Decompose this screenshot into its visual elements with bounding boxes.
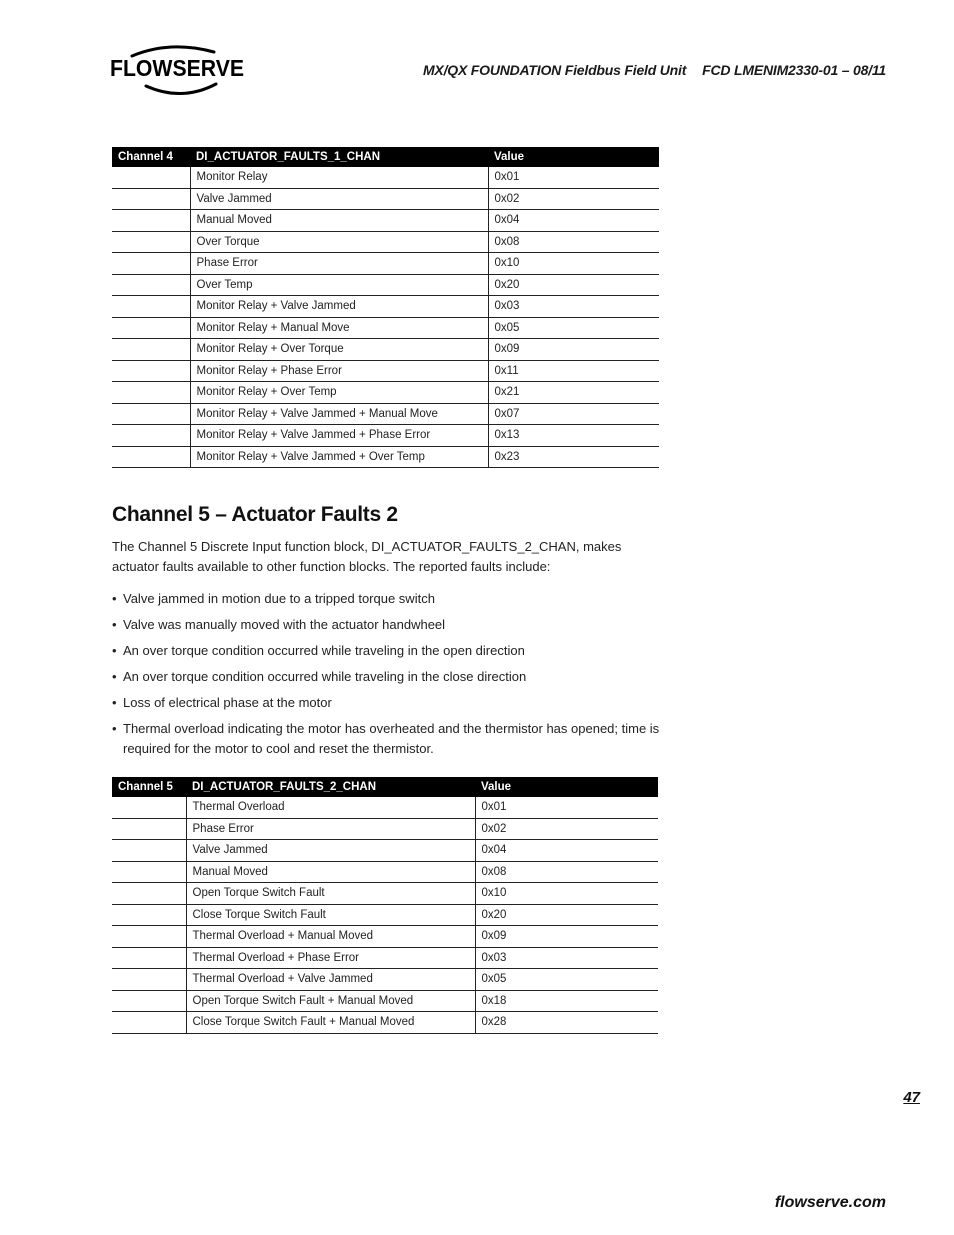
fault-name-cell: Monitor Relay + Phase Error [190,360,488,382]
value-cell: 0x04 [488,210,659,232]
table-row [112,904,658,926]
channel-cell [112,210,190,232]
fault-name-cell: Monitor Relay + Valve Jammed + Phase Error [190,425,488,447]
fault-name-cell: Thermal Overload [186,797,475,818]
fault-name-cell: Phase Error [190,253,488,275]
table-row [112,253,659,275]
value-cell: 0x20 [488,274,659,296]
channel-cell [112,274,190,296]
channel-cell [112,797,186,818]
channel-cell [112,446,190,468]
value-cell: 0x11 [488,360,659,382]
channel-cell [112,188,190,210]
channel-cell [112,296,190,318]
value-cell: 0x20 [475,904,658,926]
fault-name-cell: Open Torque Switch Fault + Manual Moved [186,990,475,1012]
value-cell: 0x05 [475,969,658,991]
channel-cell [112,167,190,188]
list-item-text: An over torque condition occurred while traveling in the close direction [123,669,527,684]
page-number: 47 [903,1089,920,1106]
fault-name-cell: Monitor Relay + Valve Jammed + Manual Move [190,403,488,425]
list-item-text: Loss of electrical phase at the motor [123,695,332,710]
value-cell: 0x01 [488,167,659,188]
channel-cell [112,969,186,991]
value-cell: 0x01 [475,797,658,818]
column-header: Value [475,777,658,797]
table-row [112,231,659,253]
channel-cell [112,1012,186,1034]
fault-name-cell: Manual Moved [190,210,488,232]
channel-cell [112,317,190,339]
bullet-icon: • [112,617,117,632]
table-header-row [112,777,658,797]
value-cell: 0x08 [475,861,658,883]
table-row [112,969,658,991]
list-item-text: An over torque condition occurred while traveling in the open direction [123,643,525,658]
table-header-row [112,147,659,167]
value-cell: 0x09 [488,339,659,361]
channel-cell [112,360,190,382]
table-row [112,840,658,862]
fault-name-cell: Monitor Relay + Valve Jammed + Over Temp [190,446,488,468]
channel-cell [112,382,190,404]
list-item-text: Thermal overload indicating the motor has overheated and the thermistor has opened; time is required for the motor to cool and reset the thermistor. [123,721,660,756]
bullet-icon: • [112,591,117,606]
column-header: Value [488,147,659,167]
fault-name-cell: Close Torque Switch Fault + Manual Moved [186,1012,475,1034]
value-cell: 0x07 [488,403,659,425]
fault-name-cell: Monitor Relay [190,167,488,188]
fault-list [112,589,668,765]
bullet-icon: • [112,643,117,658]
table-row [112,296,659,318]
list-item [112,615,668,635]
table-row [112,274,659,296]
fault-name-cell: Valve Jammed [190,188,488,210]
table-row [112,167,659,188]
fault-name-cell: Over Temp [190,274,488,296]
table-row [112,926,658,948]
channel-4-table [112,147,659,468]
fault-name-cell: Monitor Relay + Over Torque [190,339,488,361]
fault-name-cell: Phase Error [186,818,475,840]
list-item-text: Valve was manually moved with the actuator handwheel [123,617,446,632]
fault-name-cell: Over Torque [190,231,488,253]
fault-name-cell: Close Torque Switch Fault [186,904,475,926]
header-product: MX/QX FOUNDATION Fieldbus Field Unit [422,62,687,78]
column-header: DI_ACTUATOR_FAULTS_1_CHAN [190,147,488,167]
list-item [112,589,668,609]
table-row [112,883,658,905]
channel-cell [112,990,186,1012]
value-cell: 0x10 [475,883,658,905]
running-header [400,62,886,78]
channel-cell [112,926,186,948]
section-heading: Channel 5 – Actuator Faults 2 [112,503,398,526]
table-row [112,1012,658,1034]
table-row [112,403,659,425]
list-item-text: Valve jammed in motion due to a tripped torque switch [123,591,435,606]
value-cell: 0x08 [488,231,659,253]
table-row [112,188,659,210]
channel-cell [112,861,186,883]
fault-name-cell: Thermal Overload + Manual Moved [186,926,475,948]
fault-name-cell: Open Torque Switch Fault [186,883,475,905]
table-row [112,339,659,361]
list-item [112,719,668,759]
value-cell: 0x09 [475,926,658,948]
value-cell: 0x05 [488,317,659,339]
value-cell: 0x21 [488,382,659,404]
fault-name-cell: Manual Moved [186,861,475,883]
table-row [112,210,659,232]
fault-name-cell: Thermal Overload + Valve Jammed [186,969,475,991]
list-item [112,667,668,687]
bullet-icon: • [112,721,117,736]
channel-cell [112,947,186,969]
channel-cell [112,339,190,361]
value-cell: 0x02 [475,818,658,840]
table-row [112,990,658,1012]
table-row [112,382,659,404]
table-row [112,425,659,447]
channel-cell [112,840,186,862]
bullet-icon: • [112,669,117,684]
value-cell: 0x28 [475,1012,658,1034]
fault-name-cell: Monitor Relay + Valve Jammed [190,296,488,318]
list-item [112,693,668,713]
value-cell: 0x02 [488,188,659,210]
column-header: DI_ACTUATOR_FAULTS_2_CHAN [186,777,475,797]
channel-5-table [112,777,658,1034]
value-cell: 0x13 [488,425,659,447]
intro-paragraph: The Channel 5 Discrete Input function block, DI_ACTUATOR_FAULTS_2_CHAN, makes actuator faults available to other function blocks. The reported faults include: [112,539,622,574]
fault-name-cell: Thermal Overload + Phase Error [186,947,475,969]
table-row [112,317,659,339]
channel-cell [112,403,190,425]
header-doc-code: FCD LMENIM2330-01 – 08/11 [702,62,886,78]
channel-cell [112,883,186,905]
fault-name-cell: Monitor Relay + Over Temp [190,382,488,404]
table-body [112,797,658,1033]
channel-cell [112,231,190,253]
table-row [112,797,658,818]
footer-website: flowserve.com [774,1194,886,1211]
column-header: Channel 4 [112,147,190,167]
value-cell: 0x23 [488,446,659,468]
table-row [112,446,659,468]
value-cell: 0x18 [475,990,658,1012]
table-row [112,360,659,382]
column-header: Channel 5 [112,777,186,797]
fault-name-cell: Valve Jammed [186,840,475,862]
table-row [112,818,658,840]
flowserve-logo [110,42,250,98]
value-cell: 0x03 [475,947,658,969]
bullet-icon: • [112,695,117,710]
table-row [112,861,658,883]
list-item [112,641,668,661]
channel-cell [112,425,190,447]
table-body [112,167,659,468]
value-cell: 0x10 [488,253,659,275]
channel-cell [112,818,186,840]
logo-wordmark: FLOWSERVE [110,55,244,81]
table-row [112,947,658,969]
channel-cell [112,253,190,275]
fault-name-cell: Monitor Relay + Manual Move [190,317,488,339]
value-cell: 0x03 [488,296,659,318]
channel-cell [112,904,186,926]
value-cell: 0x04 [475,840,658,862]
